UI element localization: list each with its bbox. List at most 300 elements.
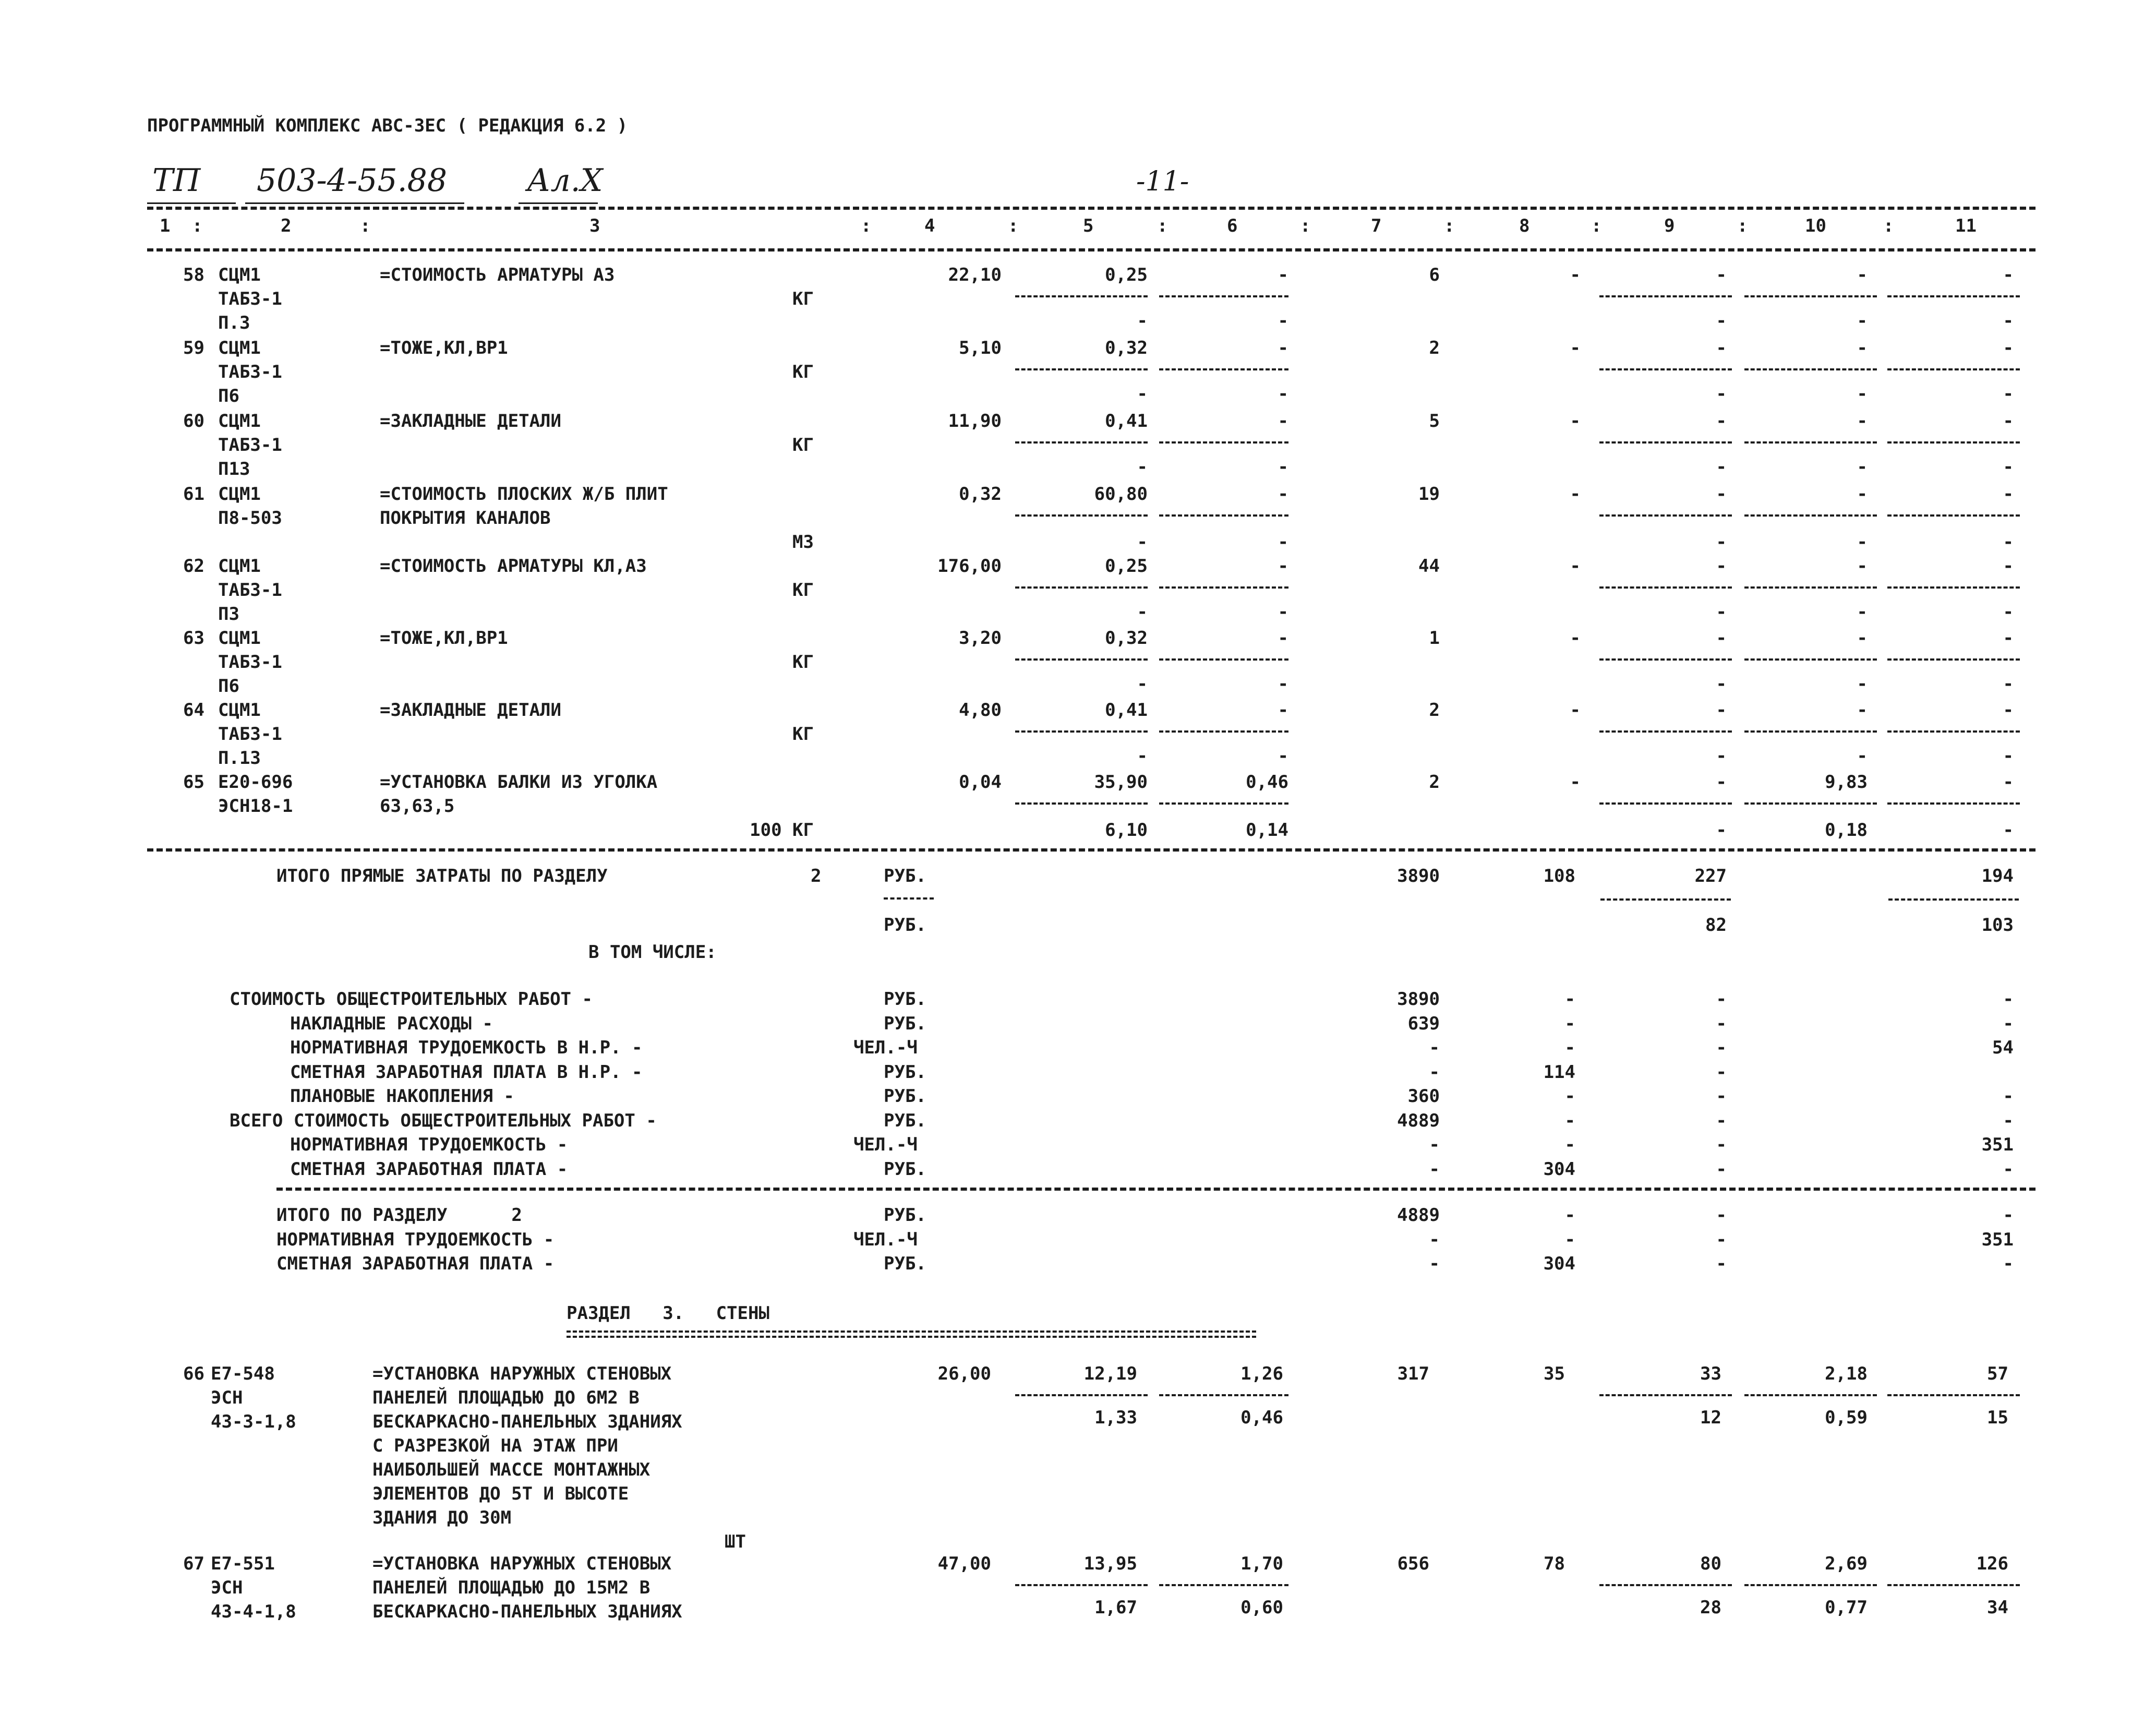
item-code-line: Е7-548 (211, 1363, 275, 1384)
subrow-rule (1015, 1394, 1148, 1396)
item-code-line: Е20-696 (218, 772, 293, 793)
section-total-unit-2: РУБ. (884, 915, 926, 936)
totals-label: НОРМАТИВНАЯ ТРУДОЕМКОСТЬ - (276, 1229, 555, 1250)
item-c5-top: 0,32 (1105, 338, 1148, 358)
item-c10-top: - (1857, 700, 1868, 721)
summary-c8: 304 (1543, 1158, 1575, 1180)
subrow-rule (1159, 1394, 1288, 1396)
subrow-rule (1744, 368, 1877, 370)
subrow-rule (1744, 1394, 1877, 1396)
subrow-rule (1599, 1394, 1732, 1396)
item-c9-bottom: - (1716, 532, 1727, 553)
item-c10-top: - (1857, 265, 1868, 285)
item-c9-top: - (1716, 700, 1727, 721)
summary-label: НОРМАТИВНАЯ ТРУДОЕМКОСТЬ - (290, 1134, 568, 1155)
item-c9-top: - (1716, 411, 1727, 432)
summary-c8: - (1564, 1037, 1575, 1058)
section-total-c11: 194 (1981, 866, 2014, 886)
item-c6-bottom: - (1278, 746, 1288, 766)
subrow-rule (1599, 368, 1732, 370)
item-c9-bottom: - (1716, 820, 1727, 841)
item-code-line: СЦМ1 (218, 484, 261, 505)
subrow-rule (1887, 514, 2020, 517)
col-9-header: 9 (1664, 215, 1675, 236)
item-number: 60 (183, 411, 204, 432)
item-c7: 1 (1429, 628, 1440, 649)
subrow-rule (1599, 514, 1732, 517)
item-code-line: ТАБ3-1 (218, 435, 282, 456)
totals-label: ИТОГО ПО РАЗДЕЛУ 2 (276, 1205, 522, 1226)
item-c6-bottom: - (1278, 310, 1288, 331)
item-c5-bottom: - (1137, 457, 1148, 477)
section-total-number: 2 (811, 866, 822, 886)
item-c9-top: - (1716, 628, 1727, 649)
summary-c11: - (2003, 1158, 2014, 1180)
item-c10-bottom: 0,18 (1825, 820, 1868, 841)
section-total-rule (147, 848, 2035, 852)
totals-unit: ЧЕЛ.-Ч (853, 1229, 918, 1250)
item-c6-top: - (1278, 700, 1288, 721)
subrow-rule (1744, 1584, 1877, 1586)
item-c9-top: - (1716, 484, 1727, 505)
subrow-rule (1015, 368, 1148, 370)
item-quantity: 11,90 (948, 411, 1002, 432)
summary-c7: - (1429, 1158, 1440, 1180)
col-separator: : (1444, 215, 1455, 236)
item-c8: 35 (1544, 1363, 1565, 1384)
item-unit: КГ (792, 580, 814, 601)
summary-unit: РУБ. (884, 1158, 926, 1180)
summary-c7: 3890 (1397, 989, 1440, 1010)
summary-c9: - (1716, 1086, 1727, 1107)
totals-c11: 351 (1981, 1229, 2014, 1250)
item-c6-top: - (1278, 338, 1288, 358)
section-total-c9b: 82 (1705, 915, 1727, 936)
item-c7: 2 (1429, 772, 1440, 793)
totals-c11: - (2003, 1253, 2014, 1274)
summary-c9: - (1716, 1037, 1727, 1058)
summary-c9: - (1716, 1158, 1727, 1180)
item-c6-bottom: - (1278, 383, 1288, 404)
item-c9-top: - (1716, 338, 1727, 358)
item-c9-bottom: - (1716, 602, 1727, 622)
item-c6-bottom: 0,14 (1246, 820, 1288, 841)
subrow-rule (1887, 730, 2020, 733)
item-number: 64 (183, 700, 204, 721)
item-unit: КГ (792, 362, 814, 382)
summary-unit: РУБ. (884, 989, 926, 1010)
item-name-line: С РАЗРЕЗКОЙ НА ЭТАЖ ПРИ (372, 1435, 618, 1456)
summary-label: ВСЕГО СТОИМОСТЬ ОБЩЕСТРОИТЕЛЬНЫХ РАБОТ - (230, 1110, 657, 1131)
item-c5-bottom: - (1137, 532, 1148, 553)
totals-unit: РУБ. (884, 1253, 926, 1274)
summary-c8: 114 (1543, 1061, 1575, 1083)
item-code-line: ТАБ3-1 (218, 580, 282, 601)
subrow-rule (1887, 658, 2020, 661)
subrow-rule (1887, 441, 2020, 444)
c11-rule (1888, 898, 2019, 901)
summary-c7: - (1429, 1037, 1440, 1058)
item-c9-bottom: - (1716, 457, 1727, 477)
item-code-line: СЦМ1 (218, 628, 261, 649)
item-code-line: СЦМ1 (218, 338, 261, 358)
summary-c9: - (1716, 1061, 1727, 1083)
item-code-line: ЭСН18-1 (218, 796, 293, 817)
col-separator: : (1591, 215, 1602, 236)
item-c5-bottom: - (1137, 383, 1148, 404)
item-c5-top: 35,90 (1094, 772, 1148, 793)
item-code-line: П6 (218, 386, 239, 406)
totals-c11: - (2003, 1205, 2014, 1226)
subrow-rule (1599, 658, 1732, 661)
item-c11-top: - (2003, 556, 2014, 577)
col-separator: : (192, 215, 203, 236)
col-separator: : (861, 215, 872, 236)
item-c10-top: 2,69 (1825, 1553, 1868, 1574)
item-c10-top: - (1857, 338, 1868, 358)
header-top-rule (147, 207, 2035, 210)
item-c8: - (1570, 700, 1581, 721)
item-name-line: =УСТАНОВКА НАРУЖНЫХ СТЕНОВЫХ (372, 1553, 672, 1574)
item-c6-top: 1,70 (1240, 1553, 1283, 1574)
summary-label: СМЕТНАЯ ЗАРАБОТНАЯ ПЛАТА - (290, 1158, 568, 1180)
subrow-rule (1159, 730, 1288, 733)
item-c6-top: - (1278, 411, 1288, 432)
item-c9-bottom: - (1716, 383, 1727, 404)
item-number: 58 (183, 265, 204, 285)
item-c11-top: - (2003, 411, 2014, 432)
item-c11-bottom: - (2003, 383, 2014, 404)
item-c5-bottom: 1,33 (1094, 1407, 1137, 1428)
item-unit: КГ (792, 289, 814, 309)
item-code-line: 43-4-1,8 (211, 1601, 296, 1622)
item-c5-top: 0,41 (1105, 700, 1148, 721)
item-c5-top: 13,95 (1083, 1553, 1137, 1574)
summary-c11: 351 (1981, 1134, 2014, 1155)
subrow-rule (1159, 295, 1288, 297)
item-c10-bottom: - (1857, 457, 1868, 477)
totals-label: СМЕТНАЯ ЗАРАБОТНАЯ ПЛАТА - (276, 1253, 555, 1274)
including-label: В ТОМ ЧИСЛЕ: (588, 942, 717, 963)
totals-c9: - (1716, 1205, 1727, 1226)
summary-unit: ЧЕЛ.-Ч (853, 1037, 918, 1058)
subrow-rule (1887, 295, 2020, 297)
summary-c7: 639 (1407, 1013, 1440, 1034)
summary-unit: РУБ. (884, 1086, 926, 1107)
item-quantity: 176,00 (937, 556, 1002, 577)
section-total-c8: 108 (1543, 866, 1575, 886)
item-c6-bottom: 0,46 (1240, 1407, 1283, 1428)
col-separator: : (360, 215, 371, 236)
summary-unit: РУБ. (884, 1013, 926, 1034)
item-c10-bottom: - (1857, 310, 1868, 331)
subrow-rule (1159, 514, 1288, 517)
item-name-line: ПАНЕЛЕЙ ПЛОЩАДЬЮ ДО 6М2 В (372, 1387, 640, 1408)
item-c9-top: - (1716, 265, 1727, 285)
summary-c7: - (1429, 1061, 1440, 1083)
item-c9-top: - (1716, 772, 1727, 793)
header-bottom-rule (147, 248, 2035, 251)
item-c9-top: 33 (1700, 1363, 1721, 1384)
program-title: ПРОГРАММНЫЙ КОМПЛЕКС АВС-3ЕС ( РЕДАКЦИЯ 6.2 ) (147, 115, 628, 136)
item-c10-bottom: - (1857, 746, 1868, 766)
item-name-line: ПАНЕЛЕЙ ПЛОЩАДЬЮ ДО 15М2 В (372, 1577, 651, 1598)
item-name-line: =УСТАНОВКА БАЛКИ ИЗ УГОЛКА (380, 772, 658, 793)
col-separator: : (1883, 215, 1894, 236)
col-separator: : (1300, 215, 1311, 236)
col-11-header: 11 (1955, 215, 1977, 236)
col-separator: : (1157, 215, 1168, 236)
item-quantity: 47,00 (937, 1553, 991, 1574)
subrow-rule (1744, 586, 1877, 589)
item-name-line: ПОКРЫТИЯ КАНАЛОВ (380, 508, 551, 529)
item-c6-top: - (1278, 484, 1288, 505)
subrow-rule (1887, 1584, 2020, 1586)
item-c11-bottom: - (2003, 310, 2014, 331)
item-c5-bottom: - (1137, 310, 1148, 331)
summary-c9: - (1716, 1134, 1727, 1155)
subrow-rule (1015, 295, 1148, 297)
subrow-rule (1159, 368, 1288, 370)
subrow-rule (1887, 802, 2020, 805)
tp-underline (147, 202, 236, 204)
subrow-rule (1015, 441, 1148, 444)
subrow-rule (1599, 730, 1732, 733)
item-code-line: СЦМ1 (218, 265, 261, 285)
totals-c8: 304 (1543, 1253, 1575, 1274)
item-c6-bottom: - (1278, 457, 1288, 477)
subrow-rule (1015, 802, 1148, 805)
item-c8: - (1570, 772, 1581, 793)
item-c10-top: 9,83 (1825, 772, 1868, 793)
summary-label: ПЛАНОВЫЕ НАКОПЛЕНИЯ - (290, 1086, 514, 1107)
totals-c9: - (1716, 1253, 1727, 1274)
section-total-c7: 3890 (1397, 866, 1440, 886)
project-code-handwritten: 503-4-55.88 (257, 162, 448, 199)
subrow-rule (1599, 295, 1732, 297)
col-separator: : (1737, 215, 1748, 236)
item-name-line: =УСТАНОВКА НАРУЖНЫХ СТЕНОВЫХ (372, 1363, 672, 1384)
item-c7: 44 (1418, 556, 1440, 577)
item-number: 62 (183, 556, 204, 577)
summary-c11: - (2003, 1013, 2014, 1034)
item-c8: - (1570, 338, 1581, 358)
item-c11-top: - (2003, 700, 2014, 721)
item-unit: 100 КГ (750, 820, 814, 841)
item-c8: - (1570, 484, 1581, 505)
item-quantity: 3,20 (959, 628, 1002, 649)
summary-unit: ЧЕЛ.-Ч (853, 1134, 918, 1155)
item-code-line: ТАБ3-1 (218, 362, 282, 382)
item-c11-top: - (2003, 484, 2014, 505)
item-c10-bottom: 0,77 (1825, 1597, 1868, 1618)
totals-c7: 4889 (1397, 1205, 1440, 1226)
summary-label: НОРМАТИВНАЯ ТРУДОЕМКОСТЬ В Н.Р. - (290, 1037, 643, 1058)
item-c7: 2 (1429, 338, 1440, 358)
item-code-line: П13 (218, 459, 250, 480)
subrow-rule (1744, 295, 1877, 297)
item-name-line: БЕСКАРКАСНО-ПАНЕЛЬНЫХ ЗДАНИЯХ (372, 1601, 682, 1622)
summary-c9: - (1716, 1110, 1727, 1131)
item-c7: 19 (1418, 484, 1440, 505)
summary-c9: - (1716, 1013, 1727, 1034)
item-c11-top: - (2003, 628, 2014, 649)
item-number: 67 (183, 1553, 204, 1574)
subrow-rule (1599, 441, 1732, 444)
c9-rule (1600, 898, 1731, 901)
item-name-line: =ЗАКЛАДНЫЕ ДЕТАЛИ (380, 411, 561, 432)
subrow-rule (1599, 586, 1732, 589)
item-c5-top: 0,25 (1105, 556, 1148, 577)
item-c11-top: - (2003, 265, 2014, 285)
item-c6-top: 1,26 (1240, 1363, 1283, 1384)
subrow-rule (1599, 1584, 1732, 1586)
col-separator: : (1008, 215, 1019, 236)
item-code-line: П.13 (218, 748, 261, 769)
summary-c8: - (1564, 1134, 1575, 1155)
item-c11-bottom: - (2003, 532, 2014, 553)
item-unit: КГ (792, 652, 814, 673)
item-code-line: Е7-551 (211, 1553, 275, 1574)
subrow-rule (1744, 514, 1877, 517)
item-name-line: =СТОИМОСТЬ АРМАТУРЫ А3 (380, 265, 615, 285)
item-c7: 2 (1429, 700, 1440, 721)
section-total-c9: 227 (1694, 866, 1727, 886)
col-5-header: 5 (1083, 215, 1094, 236)
item-c9-top: 80 (1700, 1553, 1721, 1574)
item-c11-bottom: - (2003, 746, 2014, 766)
item-c10-top: - (1857, 484, 1868, 505)
item-code-line: СЦМ1 (218, 700, 261, 721)
subrow-rule (1744, 730, 1877, 733)
item-code-line: СЦМ1 (218, 411, 261, 432)
subrow-rule (1887, 368, 2020, 370)
section3-underline (567, 1331, 1256, 1338)
summary-c11: - (2003, 1110, 2014, 1131)
item-c11-top: 126 (1976, 1553, 2008, 1574)
item-c7: 5 (1429, 411, 1440, 432)
totals-c9: - (1716, 1229, 1727, 1250)
item-c5-bottom: - (1137, 674, 1148, 694)
section-total-unit: РУБ. (884, 866, 926, 886)
subrow-rule (1159, 586, 1288, 589)
album-underline (519, 202, 598, 204)
item-c5-top: 0,32 (1105, 628, 1148, 649)
item-c6-top: - (1278, 265, 1288, 285)
item-name-line: =ЗАКЛАДНЫЕ ДЕТАЛИ (380, 700, 561, 721)
summary-c11: - (2003, 989, 2014, 1010)
subrow-rule (1015, 658, 1148, 661)
item-number: 66 (183, 1363, 204, 1384)
album-handwritten: Ал.Х (527, 162, 603, 199)
summary-c8: - (1564, 989, 1575, 1010)
item-c5-bottom: - (1137, 602, 1148, 622)
item-c11-bottom: - (2003, 602, 2014, 622)
summary-label: СТОИМОСТЬ ОБЩЕСТРОИТЕЛЬНЫХ РАБОТ - (230, 989, 593, 1010)
item-quantity: 0,04 (959, 772, 1002, 793)
unit-rule (884, 897, 934, 900)
item-c6-top: - (1278, 556, 1288, 577)
item-c11-top: - (2003, 338, 2014, 358)
item-number: 63 (183, 628, 204, 649)
item-c6-bottom: - (1278, 674, 1288, 694)
item-c5-top: 0,41 (1105, 411, 1148, 432)
item-code-line: ТАБ3-1 (218, 289, 282, 309)
section3-title: РАЗДЕЛ 3. СТЕНЫ (567, 1303, 769, 1324)
col-3-header: 3 (589, 215, 600, 236)
item-c8: - (1570, 411, 1581, 432)
item-number: 65 (183, 772, 204, 793)
item-code-line: ЭСН (211, 1387, 243, 1408)
item-name-line: БЕСКАРКАСНО-ПАНЕЛЬНЫХ ЗДАНИЯХ (372, 1411, 682, 1432)
item-c5-top: 0,25 (1105, 265, 1148, 285)
totals-c7: - (1429, 1253, 1440, 1274)
col-2-header: 2 (281, 215, 292, 236)
item-name-line: =СТОИМОСТЬ АРМАТУРЫ КЛ,А3 (380, 556, 647, 577)
item-c5-top: 60,80 (1094, 484, 1148, 505)
col-10-header: 10 (1805, 215, 1826, 236)
item-unit: М3 (792, 532, 814, 553)
item-c6-bottom: - (1278, 532, 1288, 553)
item-c10-bottom: - (1857, 383, 1868, 404)
totals-c7: - (1429, 1229, 1440, 1250)
item-quantity: 22,10 (948, 265, 1002, 285)
item-c7: 6 (1429, 265, 1440, 285)
item-c9-bottom: - (1716, 310, 1727, 331)
item-code-line: ТАБ3-1 (218, 652, 282, 673)
summary-unit: РУБ. (884, 1110, 926, 1131)
summary-unit: РУБ. (884, 1061, 926, 1083)
item-c9-bottom: 12 (1700, 1407, 1721, 1428)
item-code-line: П.3 (218, 313, 250, 333)
item-unit: КГ (792, 724, 814, 745)
subrow-rule (1159, 441, 1288, 444)
item-code-line: ЭСН (211, 1577, 243, 1598)
project-type-handwritten: ТП (152, 162, 201, 199)
col-4-header: 4 (924, 215, 935, 236)
summary-c7: - (1429, 1134, 1440, 1155)
item-code-line: П8-503 (218, 508, 282, 529)
summary-rule (276, 1188, 2035, 1191)
item-unit: КГ (792, 435, 814, 456)
col-8-header: 8 (1519, 215, 1530, 236)
item-c10-bottom: - (1857, 674, 1868, 694)
subrow-rule (1744, 658, 1877, 661)
item-name-line: 63,63,5 (380, 796, 455, 817)
item-c10-bottom: - (1857, 532, 1868, 553)
item-number: 59 (183, 338, 204, 358)
item-name-line: ЗДАНИЯ ДО 30М (372, 1507, 512, 1528)
item-c8: 78 (1544, 1553, 1565, 1574)
item-c5-bottom: 1,67 (1094, 1597, 1137, 1618)
item-c8: - (1570, 556, 1581, 577)
item-c6-bottom: 0,60 (1240, 1597, 1283, 1618)
col-1-header: 1 (160, 215, 171, 236)
item-c10-top: 2,18 (1825, 1363, 1868, 1384)
item-quantity: 26,00 (937, 1363, 991, 1384)
summary-label: СМЕТНАЯ ЗАРАБОТНАЯ ПЛАТА В Н.Р. - (290, 1061, 643, 1083)
item-c10-bottom: 0,59 (1825, 1407, 1868, 1428)
item-c9-bottom: 28 (1700, 1597, 1721, 1618)
subrow-rule (1015, 1584, 1148, 1586)
summary-label: НАКЛАДНЫЕ РАСХОДЫ - (290, 1013, 493, 1034)
item-c7: 317 (1397, 1363, 1429, 1384)
summary-c7: 4889 (1397, 1110, 1440, 1131)
totals-unit: РУБ. (884, 1205, 926, 1226)
code-underline (245, 202, 464, 204)
subrow-rule (1887, 1394, 2020, 1396)
item-name-line: =СТОИМОСТЬ ПЛОСКИХ Ж/Б ПЛИТ (380, 484, 668, 505)
